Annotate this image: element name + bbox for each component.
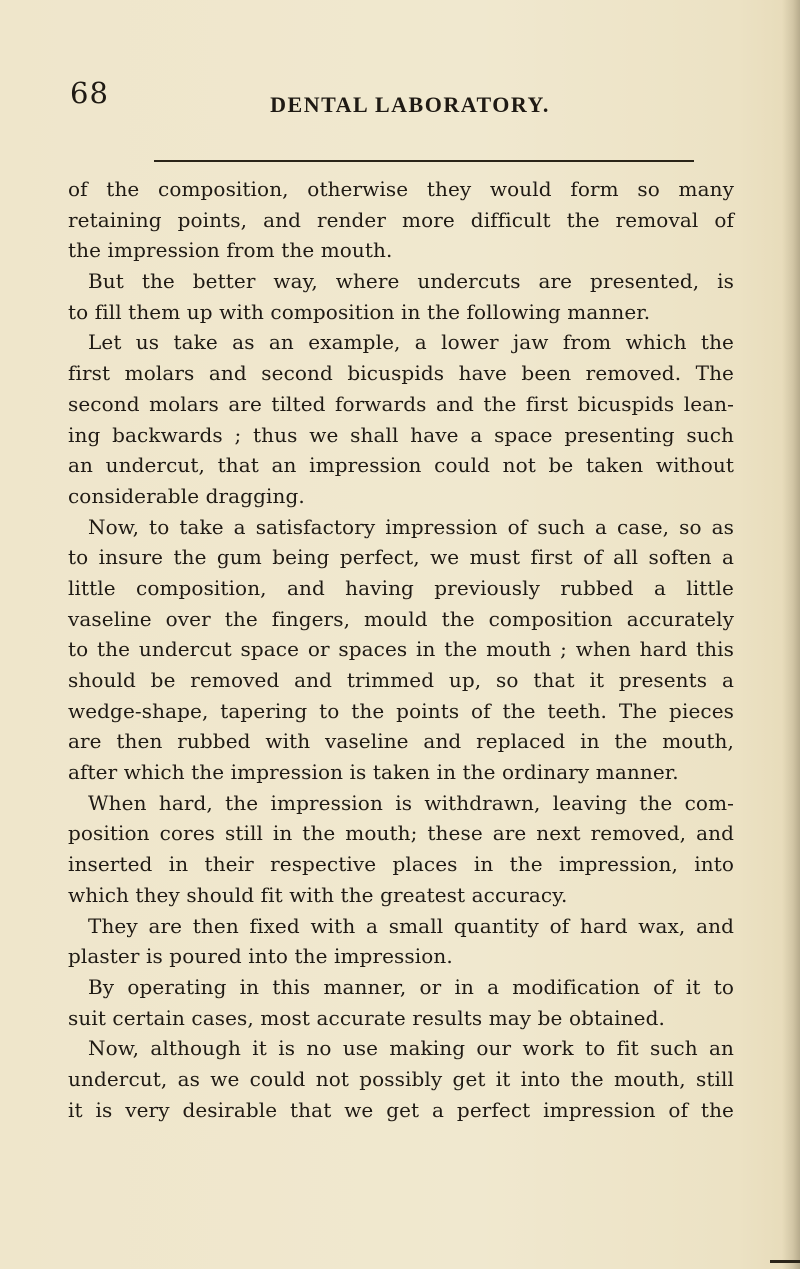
text-line: Let us take as an example, a lower jaw from which the — [88, 330, 734, 355]
text-line: retaining points, and render more difficult the removal of — [68, 207, 734, 232]
text-line: Now, although it is no use making our work to fit such an — [88, 1036, 734, 1061]
text-line: considerable dragging. — [68, 483, 305, 508]
text-line: wedge-shape, tapering to the points of the teeth. The pieces — [68, 698, 734, 723]
text-line: should be removed and trimmed up, so that it presents a — [68, 668, 734, 692]
text-line: an undercut, that an impression could not be taken without — [68, 453, 734, 478]
text-line: to fill them up with composition in the following manner. — [68, 299, 651, 324]
text-line: suit certain cases, most accurate results may be obtained. — [68, 1005, 665, 1030]
text-line: By operating in this manner, or in a modification of it to — [88, 974, 734, 999]
text-line: of the composition, otherwise they would form so many — [68, 177, 734, 201]
text-line: ing backwards ; thus we shall have a space presenting such — [68, 422, 734, 447]
text-line: first molars and second bicuspids have been removed. The — [68, 361, 734, 386]
text-line: They are then fixed with a small quantity of hard wax, and — [88, 913, 734, 938]
text-line: the impression from the mouth. — [68, 238, 393, 263]
text-line: inserted in their respective places in the impression, into — [68, 852, 734, 877]
text-line: position cores still in the mouth; these are next removed, and — [68, 821, 734, 846]
text-line: When hard, the impression is withdrawn, leaving the com- — [88, 790, 734, 815]
text-line: to the undercut space or spaces in the mouth ; when hard this — [68, 637, 734, 662]
corner-mark — [770, 1260, 800, 1263]
text-line: are then rubbed with vaseline and replaced in the mouth, — [68, 729, 734, 754]
text-line: Now, to take a satisfactory impression of such a case, so as — [88, 514, 734, 539]
text-line: vaseline over the fingers, mould the composition accurately — [68, 606, 734, 631]
page-edge-shadow — [782, 0, 800, 1269]
text-line: after which the impression is taken in the ordinary manner. — [68, 760, 679, 785]
body-text — [68, 174, 734, 1125]
text-line: little composition, and having previously rubbed a little — [68, 575, 734, 600]
text-line: undercut, as we could not possibly get it into the mouth, still — [68, 1066, 734, 1091]
running-head: DENTAL LABORATORY. — [270, 92, 550, 117]
text-line: it is very desirable that we get a perfect impression of the — [68, 1097, 734, 1122]
page-number: 68 — [70, 76, 109, 110]
text-line: second molars are tilted forwards and the first bicuspids lean- — [68, 391, 734, 416]
text-line: which they should fit with the greatest accuracy. — [68, 882, 568, 907]
header-rule — [154, 160, 694, 162]
text-line: But the better way, where undercuts are presented, is — [88, 269, 734, 294]
text-line: to insure the gum being perfect, we must first of all soften a — [68, 545, 734, 570]
text-line: plaster is poured into the impression. — [68, 944, 453, 969]
